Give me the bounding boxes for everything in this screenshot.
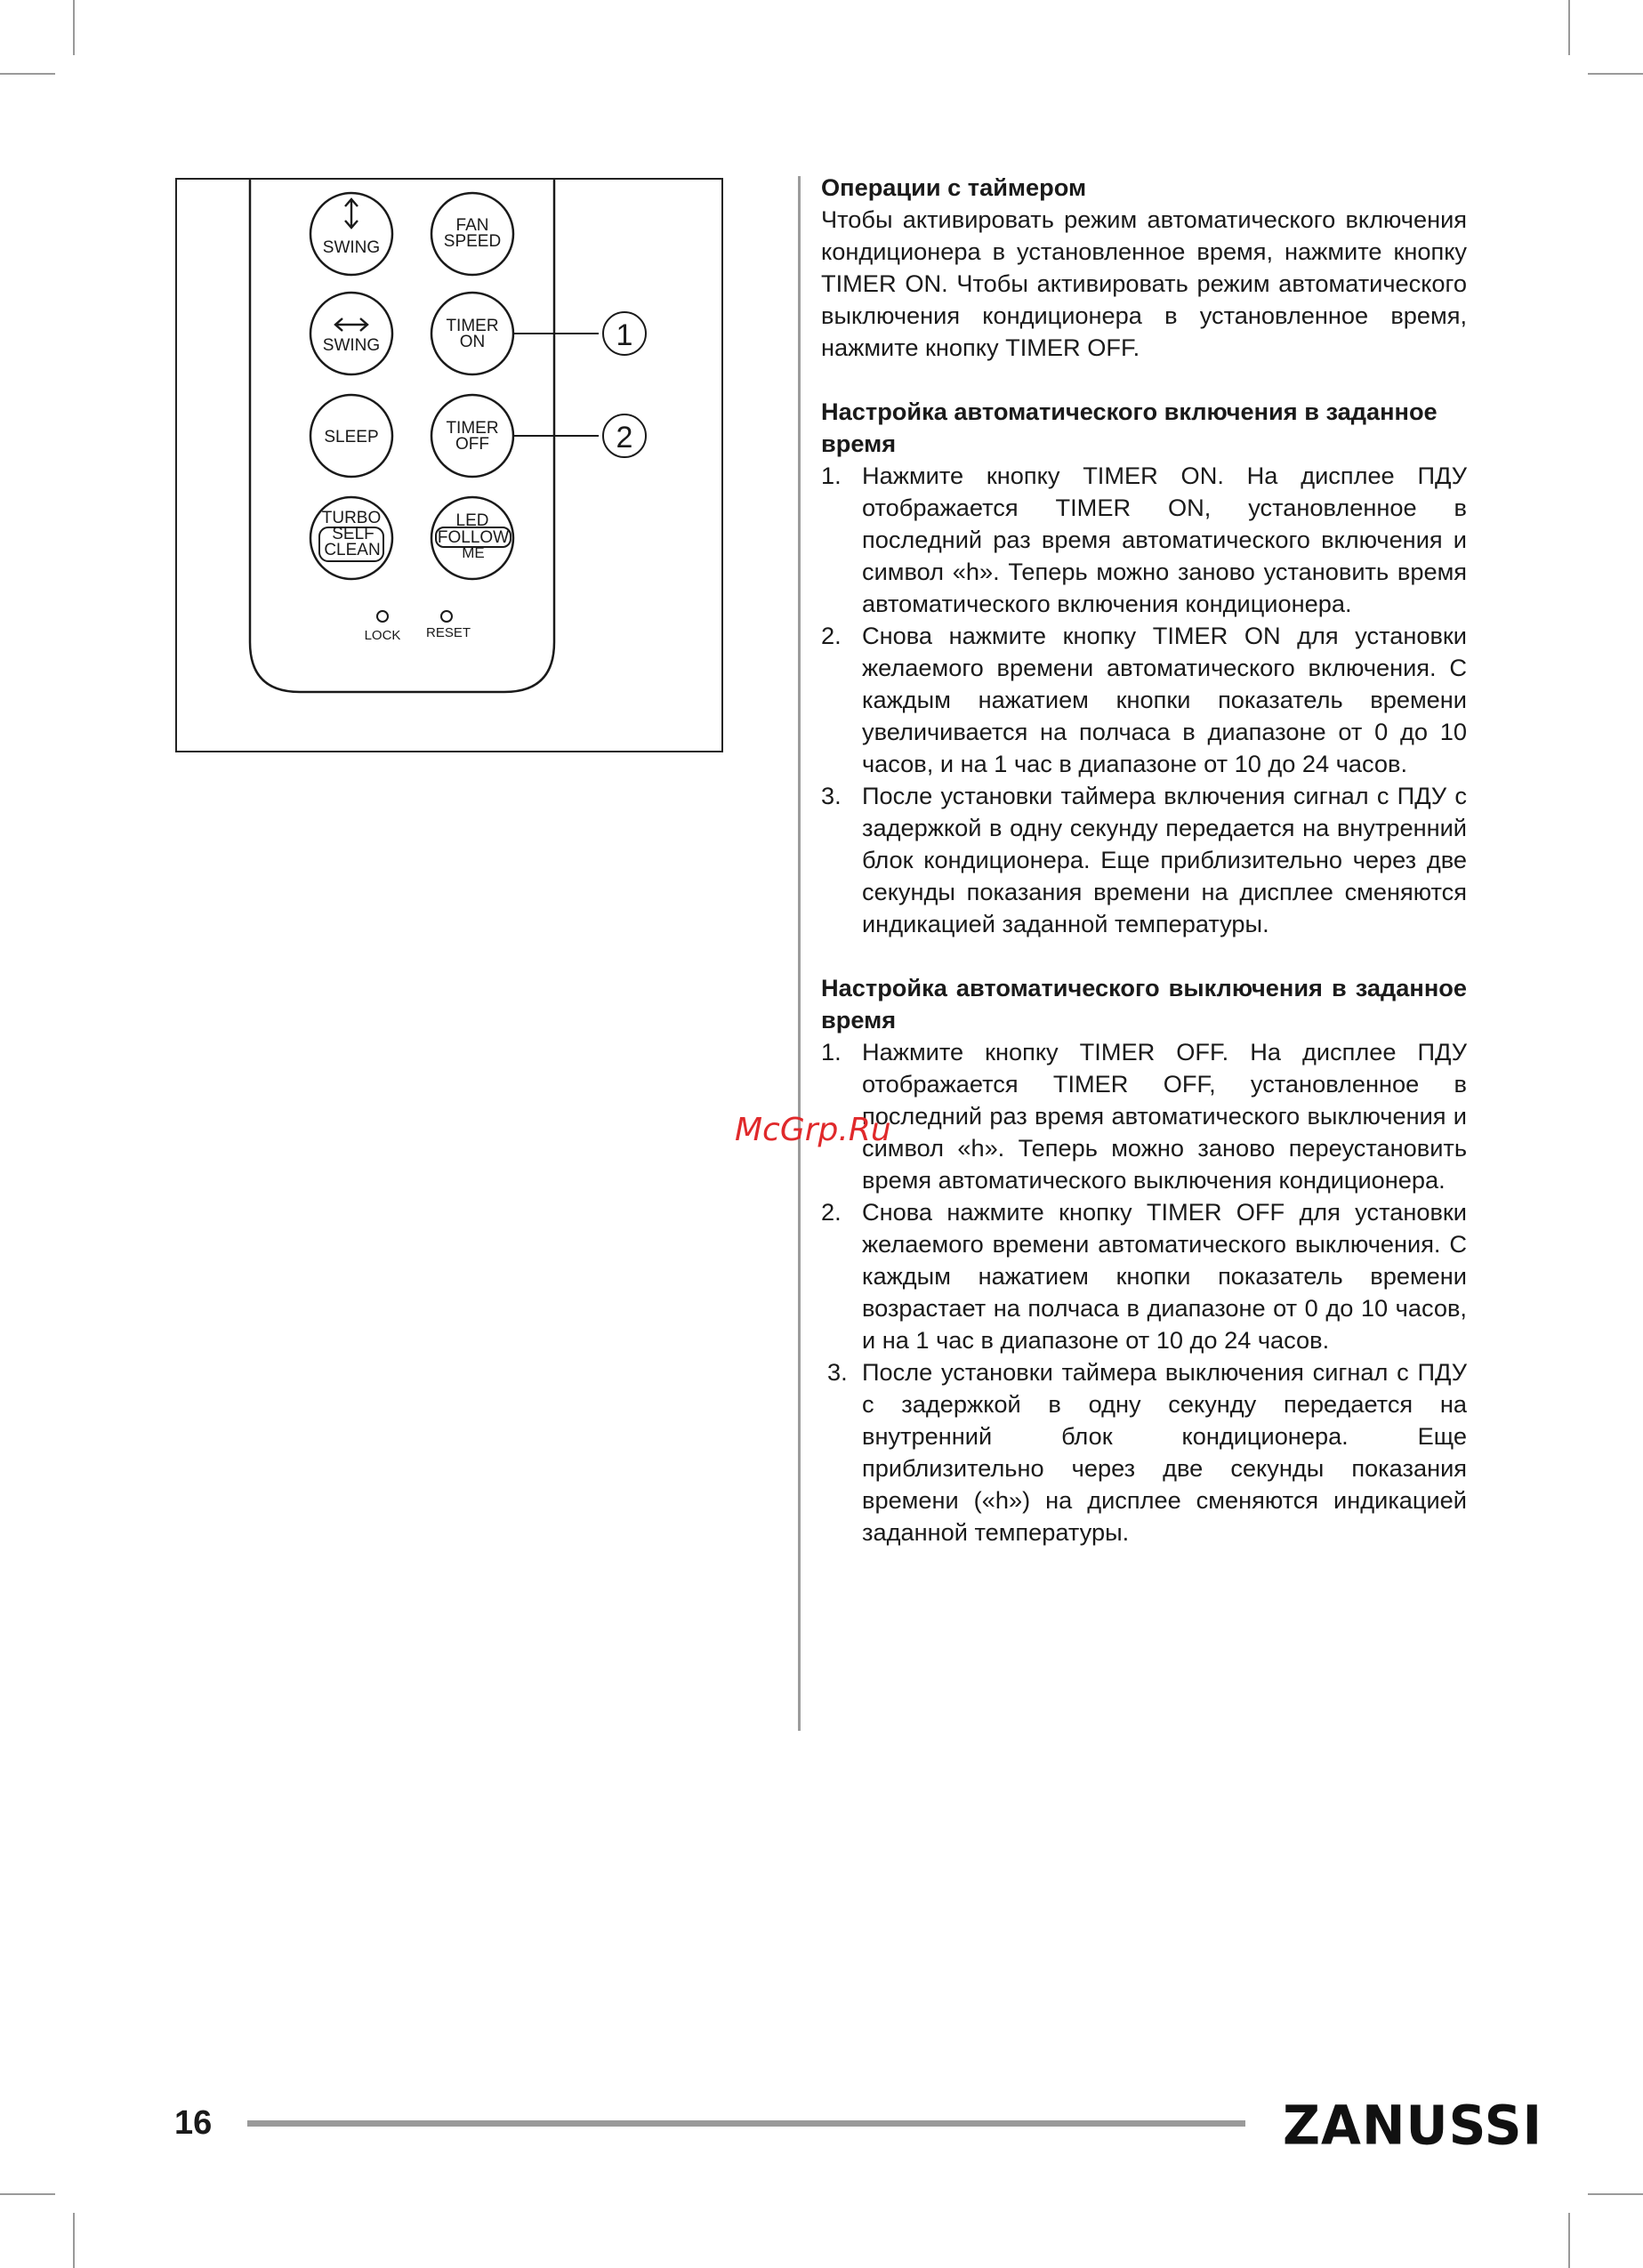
remote-body [250,180,554,692]
auto-off-steps [821,1036,1467,1548]
step-number: 2. [821,1198,842,1226]
timer-off-button[interactable] [431,395,513,477]
sleep-label: SLEEP [324,428,379,446]
page-number: 16 [174,2104,213,2142]
timer-on-label-line2: ON [459,333,486,351]
led-follow-me-button[interactable] [431,497,513,579]
step-text: После установки таймера выключения сигнал с ПДУ с задержкой в одну секунду передается на внутренний блок кондиционера. Еще приблизительно через две секунды показания времени («h») на дисплее сменяются индикацией заданной температуры. [862,1358,1467,1546]
fan-speed-label-line2: SPEED [443,232,502,251]
step-text: После установки таймера включения сигнал с ПДУ с задержкой в одну секунду передается на внутренний блок кондиционера. Еще приблизительно через две секунды показания времени на дисплее сменяются индикацией заданной температуры. [862,782,1467,937]
remote-control-drawing [177,180,723,752]
auto-on-steps [821,460,1467,940]
callout-1 [512,312,646,355]
step-number: 3. [827,1358,848,1386]
lock-label: LOCK [364,628,401,643]
callout-2-number: 2 [616,421,633,454]
swing-vertical-label: SWING [322,238,381,257]
reset-label: RESET [425,625,471,640]
swing-horizontal-label: SWING [322,336,381,355]
arrow-up-down-icon [345,199,358,228]
section-timer-operations-title: Операции с таймером [821,173,1087,201]
crop-mark [73,0,75,55]
timer-off-label-line2: OFF [455,435,489,454]
step-text: Нажмите кнопку TIMER ON. На дисплее ПДУ отображается TIMER ON, установленное в последний раз время автоматического включения и символ «h». Теперь можно заново установить время автоматического включения кондиционера. [862,462,1467,617]
spacer [821,940,1467,972]
section-auto-off-title: Настройка автоматического выключения в заданное время [821,974,1467,1033]
list-item [821,1196,1467,1356]
footer-rule [247,2120,1245,2127]
fan-speed-label-line1: FAN [455,216,489,235]
turbo-self-clean-button[interactable] [310,497,392,579]
led-label: LED [455,511,489,530]
reset-pinhole[interactable] [426,611,471,640]
crop-mark [1588,2193,1643,2195]
step-number: 1. [821,1038,842,1066]
turbo-label: TURBO [321,509,382,527]
list-item [821,780,1467,940]
watermark: McGrp.Ru [735,1112,891,1148]
step-text: Снова нажмите кнопку TIMER ON для установки желаемого времени автоматического включения. С каждым нажатием кнопки показатель времени увеличивается на полчаса в диапазоне от 0 до 10 часов, и на 1 час в диапазоне от 10 до 24 часов. [862,622,1467,777]
crop-mark [1588,73,1643,75]
step-text: Нажмите кнопку TIMER OFF. На дисплее ПДУ отображается TIMER OFF, установленное в последний раз время автоматического выключения и символ «h». Теперь можно заново переустановить время автоматического выключения кондиционера. [862,1038,1467,1194]
list-item [821,620,1467,780]
list-item [821,1356,1467,1548]
crop-mark [1568,0,1570,55]
follow-label: FOLLOW [437,528,510,547]
crop-mark [73,2213,75,2268]
crop-mark [0,2193,55,2195]
me-label: ME [462,544,485,561]
column-divider [798,176,801,1731]
step-number: 1. [821,462,842,489]
lock-pinhole[interactable] [365,611,401,643]
step-number: 2. [821,622,842,649]
clean-label: CLEAN [324,541,381,559]
spacer [821,364,1467,396]
fan-speed-button[interactable] [431,193,513,275]
crop-mark [1568,2213,1570,2268]
brand-logo: ZANUSSI [1283,2094,1543,2158]
step-number: 3. [821,782,842,809]
section-timer-operations-text: Чтобы активировать режим автоматического включения кондиционера в установленное время, нажмите кнопку TIMER ON. Чтобы активировать режим автоматического выключения кондиционера в установленное время, нажмите кнопку TIMER OFF. [821,205,1467,361]
callout-1-number: 1 [616,318,633,352]
timer-on-button[interactable] [431,293,513,374]
timer-off-label-line1: TIMER [446,419,499,438]
list-item [821,460,1467,620]
timer-on-label-line1: TIMER [446,317,499,335]
self-label: SELF [332,525,375,543]
arrow-left-right-icon [335,318,367,331]
text-column [821,172,1467,1548]
section-auto-on-title: Настройка автоматического включения в заданное время [821,398,1438,457]
step-text: Снова нажмите кнопку TIMER OFF для установки желаемого времени автоматического выключения. С каждым нажатием кнопки показатель времени возрастает на полчаса в диапазоне от 0 до 10 часов, и на 1 час в диапазоне от 10 до 24 часов. [862,1198,1467,1354]
swing-vertical-button[interactable] [310,193,392,275]
list-item [821,1036,1467,1196]
sleep-button[interactable] [310,395,392,477]
swing-horizontal-button[interactable] [310,293,392,374]
callout-2 [512,414,646,457]
crop-mark [0,73,55,75]
remote-control-figure [175,178,723,752]
